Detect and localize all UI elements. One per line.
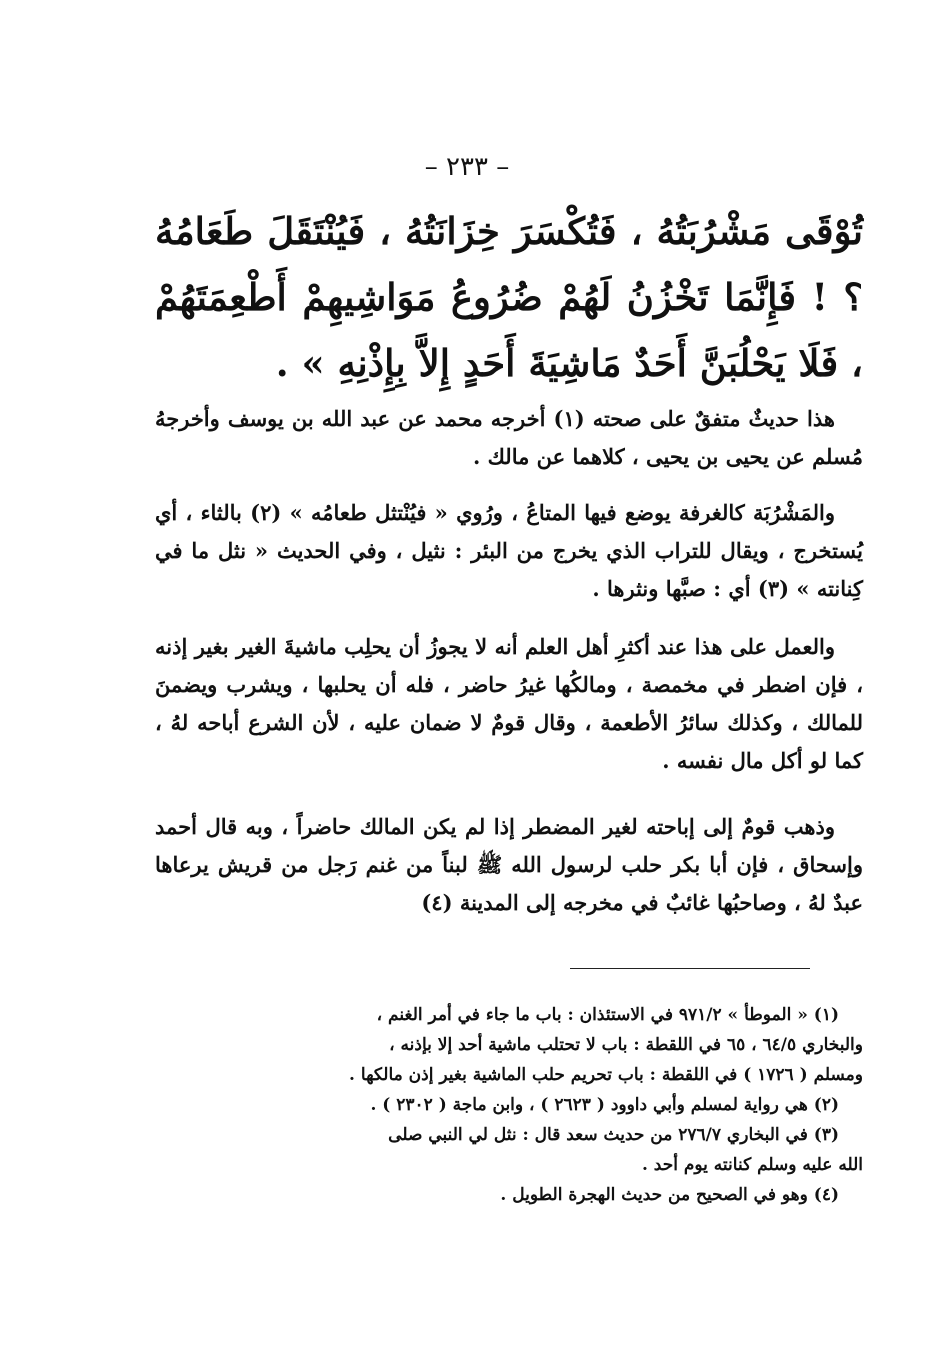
footnote-line: والبخاري ٦٤/٥ ، ٦٥ في اللقطة : باب لا تحتلب ماشية أحد إلا بإذنه ،: [389, 1035, 863, 1055]
commentary-paragraph: والعمل على هذا عند أكثرِ أهل العلم أنه لا يجوزُ أن يحلِب ماشيةَ الغير بغير إذنه ، فإن اضطر في مخمصة ، ومالكُها غيرُ حاضر ، فله أن يحلبها ، ويشرب ويضمنَ للمالك ، وكذلك سائرُ الأطعمة ، وقال قومٌ لا ضمان عليه ، لأن الشرع أباحه لهُ ، كما لو أكل مال نفسه .: [155, 634, 863, 773]
footnotes: [155, 1000, 863, 1210]
page-number: – ٢٣٣ –: [424, 152, 510, 182]
footnote-line: ومسلم ( ١٧٢٦ ) في اللقطة : باب تحريم حلب الماشية بغير إذن مالكها .: [349, 1065, 863, 1085]
hadith-text: تُوْقَى مَشْرُبَتُهُ ، فَتُكْسَرَ خِزَانَتُهُ ، فَيُنْتَقَلَ طَعَامُهُ ؟ ! فَإِنَّمَا تَخْزُنُ لَهُمْ ضُرُوعُ مَوَاشِيهِمْ أَطْعِمَتَهُمْ ، فَلَا يَحْلُبَنَّ أَحَدٌ مَاشِيَةَ أَحَدٍ إِلاَّ بِإِذْنِهِ » .: [155, 209, 863, 385]
commentary-paragraph: وذهب قومٌ إلى إباحته لغير المضطر إذا لم يكن المالك حاضراً ، وبه قال أحمد وإسحاق ، فإن أبا بكر حلب لرسول الله ﷺ لبناً من غنم رَجل من قريش يرعاها عبدٌ لهُ ، وصاحبُها غائبٌ في مخرجه إلى المدينة (٤): [155, 814, 863, 915]
footnote-line: (٣) في البخاري ٢٧٦/٧ من حديث سعد قال : نثل لي النبي صلى: [388, 1125, 839, 1145]
commentary-paragraph: هذا حديثٌ متفقٌ على صحته (١) أخرجه محمد عن عبد الله بن يوسف وأخرجهُ مُسلم عن يحيى بن يحيى ، كلاهما عن مالك .: [155, 406, 863, 469]
footnote-line: (٢) هي رواية لمسلم وأبي داوود ( ٢٦٢٣ ) ، وابن ماجة ( ٢٣٠٢ ) .: [370, 1095, 839, 1115]
footnote-line: (١) « الموطأ » ٩٧١/٢ في الاستئذان : باب ما جاء في أمر الغنم ،: [376, 1005, 839, 1025]
commentary-paragraph: والمَشْرُبَة كالغرفة يوضع فيها المتاعُ ، ورُوي « فيُنْتثل طعامُه » (٢) بالثاء ، أي يُستخرج ، ويقال للتراب الذي يخرج من البئر : نثيل ، وفي الحديث « نثل ما في كِنانته » (٣) أي : صبَّها ونثرها .: [155, 500, 863, 601]
footnote-separator: [570, 968, 810, 969]
footnote-line: (٤) وهو في الصحيح من حديث الهجرة الطويل .: [500, 1185, 839, 1205]
footnote-line: الله عليه وسلم كنانته يوم أحد .: [641, 1155, 863, 1175]
